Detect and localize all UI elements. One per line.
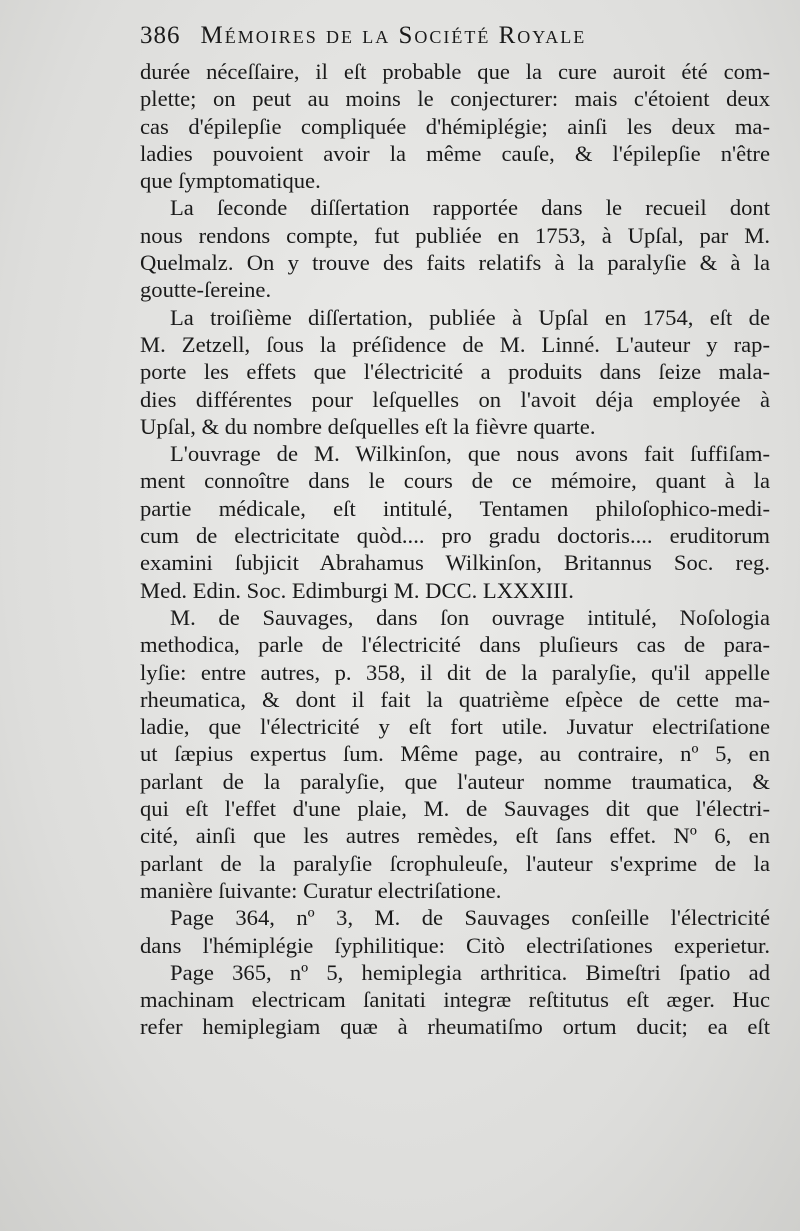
text-line: ment connoître dans le cours de ce mémoire, quant à la <box>140 468 770 494</box>
text-line: M. de Sauvages, dans ſon ouvrage intitulé, Noſologia <box>170 604 770 630</box>
text-line: qui eſt l'effet d'une plaie, M. de Sauvages dit que l'électri- <box>140 796 770 822</box>
text-line: rheumatica, & dont il fait la quatrième eſpèce de cette ma- <box>140 686 770 712</box>
text-line: Page 365, nº 5, hemiplegia arthritica. Bimeſtri ſpatio ad <box>170 959 770 985</box>
text-line: methodica, parle de l'électricité dans pluſieurs cas de para- <box>140 632 770 658</box>
text-line: refer hemiplegiam quæ à rheumatiſmo ortum ducit; ea eſt <box>140 1014 770 1040</box>
text-line: goutte-ſereine. <box>140 277 272 303</box>
text-line: L'ouvrage de M. Wilkinſon, que nous avons fait ſuffiſam- <box>170 441 770 467</box>
text-line: durée néceſſaire, il eſt probable que la cure auroit été com- <box>140 59 770 84</box>
text-line: dies différentes pour leſquelles on l'avoit déja employée à <box>140 386 770 412</box>
text-line: Med. Edin. Soc. Edimburgi M. DCC. LXXXIII. <box>140 577 574 603</box>
text-line: plette; on peut au moins le conjecturer: mais c'étoient deux <box>140 86 770 112</box>
text-line: parlant de la paralyſie ſcrophuleuſe, l'auteur s'exprime de la <box>140 850 770 876</box>
text-line: La ſeconde diſſertation rapportée dans le recueil dont <box>170 195 770 221</box>
text-line: dans l'hémiplégie ſyphilitique: Citò electriſationes experietur. <box>140 932 770 958</box>
text-line: cas d'épilepſie compliquée d'hémiplégie; ainſi les deux ma- <box>140 113 770 139</box>
text-line: La troiſième diſſertation, publiée à Upſal en 1754, eſt de <box>170 304 770 330</box>
text-line: cum de electricitate quòd.... pro gradu doctoris.... eruditorum <box>140 523 770 549</box>
text-line: ut ſæpius expertus ſum. Même page, au contraire, nº 5, en <box>140 741 770 767</box>
page-header <box>140 22 700 50</box>
text-line: que ſymptomatique. <box>140 168 321 194</box>
running-title: Mémoires de la Société Royale <box>200 22 587 49</box>
page-number: 386 <box>140 22 181 49</box>
text-line: M. Zetzell, ſous la préſidence de M. Linné. L'auteur y rap- <box>140 331 770 357</box>
text-line: porte les effets que l'électricité a produits dans ſeize mala- <box>140 359 770 385</box>
text-line: machinam electricam ſanitati integræ reſtitutus eſt æger. Huc <box>140 987 770 1013</box>
text-line: nous rendons compte, fut publiée en 1753, à Upſal, par M. <box>140 222 770 248</box>
text-line: ladies pouvoient avoir la même cauſe, & l'épilepſie n'être <box>140 140 770 166</box>
text-line: parlant de la paralyſie, que l'auteur nomme traumatica, & <box>140 768 770 794</box>
text-line: partie médicale, eſt intitulé, Tentamen philoſophico-medi- <box>140 495 770 521</box>
text-line: Quelmalz. On y trouve des faits relatifs à la paralyſie & à la <box>140 250 770 276</box>
text-line: examini ſubjicit Abrahamus Wilkinſon, Britannus Soc. reg. <box>140 550 770 576</box>
text-line: Page 364, nº 3, M. de Sauvages conſeille l'électricité <box>170 905 770 931</box>
text-line: Upſal, & du nombre deſquelles eſt la fièvre quarte. <box>140 413 596 439</box>
text-line: ladie, que l'électricité y eſt fort utile. Juvatur electriſatione <box>140 714 770 740</box>
text-line: lyſie: entre autres, p. 358, il dit de la paralyſie, qu'il appelle <box>140 659 770 685</box>
text-line: manière ſuivante: Curatur electriſatione. <box>140 877 502 903</box>
text-line: cité, ainſi que les autres remèdes, eſt ſans effet. Nº 6, en <box>140 823 770 849</box>
body-text <box>140 58 770 1041</box>
